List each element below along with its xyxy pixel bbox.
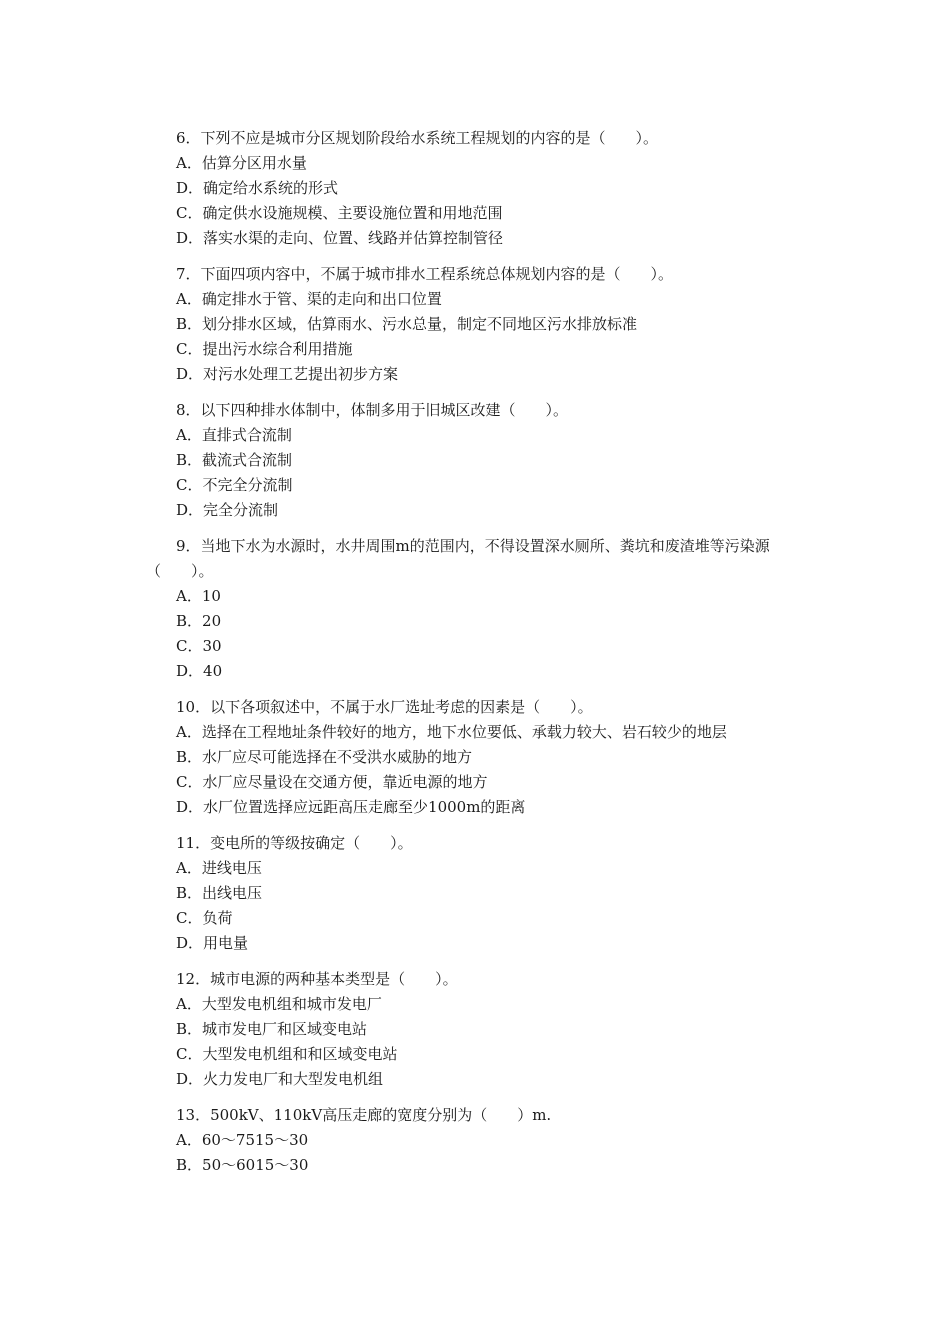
option-c: C．大型发电机组和和区域变电站 — [176, 1045, 398, 1063]
question-stem: 8．以下四种排水体制中，体制多用于旧城区改建（ ）。 — [176, 401, 569, 419]
option-c: C．水厂应尽量设在交通方便，靠近电源的地方 — [176, 773, 488, 791]
question-stem: 11．变电所的等级按确定（ ）。 — [176, 834, 413, 852]
option-b: B．水厂应尽可能选择在不受洪水威胁的地方 — [176, 748, 473, 766]
question-stem: 12．城市电源的两种基本类型是（ ）。 — [176, 970, 458, 988]
option-a: A．大型发电机组和城市发电厂 — [176, 995, 382, 1013]
option-list — [146, 423, 836, 523]
question-stem: 13．500kV、110kV高压走廊的宽度分别为（ ）m. — [176, 1106, 552, 1124]
option-d: D．对污水处理工艺提出初步方案 — [176, 365, 399, 383]
question-stem: 7．下面四项内容中，不属于城市排水工程系统总体规划内容的是（ ）。 — [176, 265, 674, 283]
option-d: D．完全分流制 — [176, 501, 279, 519]
question-11 — [146, 831, 836, 956]
option-c: C．负荷 — [176, 909, 233, 927]
option-a: A．60～7515～30 — [176, 1131, 309, 1149]
question-list — [146, 126, 836, 1189]
question-stem: 9．当地下水为水源时，水井周围m的范围内，不得设置深水厕所、粪坑和废渣堆等污染源（ ）。 — [146, 537, 770, 580]
option-list — [146, 992, 836, 1092]
option-a: A．估算分区用水量 — [176, 154, 307, 172]
option-c: C．提出污水综合利用措施 — [176, 340, 353, 358]
question-9 — [146, 534, 836, 684]
question-stem: 10．以下各项叙述中，不属于水厂选址考虑的因素是（ ）。 — [176, 698, 593, 716]
option-b: B．划分排水区域，估算雨水、污水总量，制定不同地区污水排放标准 — [176, 315, 638, 333]
option-b: B．城市发电厂和区域变电站 — [176, 1020, 368, 1038]
option-list — [146, 151, 836, 251]
option-list — [146, 856, 836, 956]
option-b: B．20 — [176, 612, 222, 630]
question-13 — [146, 1103, 836, 1178]
option-a: A．进线电压 — [176, 859, 262, 877]
option-d: D．落实水渠的走向、位置、线路并估算控制管径 — [176, 229, 504, 247]
option-a: A．10 — [176, 587, 221, 605]
question-12 — [146, 967, 836, 1092]
option-list — [146, 720, 836, 820]
option-list — [146, 287, 836, 387]
option-d: D．40 — [176, 662, 223, 680]
question-stem: 6．下列不应是城市分区规划阶段给水系统工程规划的内容的是（ ）。 — [176, 129, 659, 147]
option-b: B．50～6015～30 — [176, 1156, 309, 1174]
question-6 — [146, 126, 836, 251]
option-a: A．选择在工程地址条件较好的地方，地下水位要低、承载力较大、岩石较少的地层 — [176, 723, 727, 741]
option-b: D．确定给水系统的形式 — [176, 179, 339, 197]
option-b: B．出线电压 — [176, 884, 263, 902]
option-list — [146, 1128, 836, 1178]
option-d: D．火力发电厂和大型发电机组 — [176, 1070, 384, 1088]
option-c: C．30 — [176, 637, 222, 655]
option-list — [146, 584, 836, 684]
question-7 — [146, 262, 836, 387]
option-c: C．确定供水设施规模、主要设施位置和用地范围 — [176, 204, 503, 222]
option-d: D．用电量 — [176, 934, 249, 952]
option-c: C．不完全分流制 — [176, 476, 293, 494]
option-b: B．截流式合流制 — [176, 451, 293, 469]
option-a: A．确定排水于管、渠的走向和出口位置 — [176, 290, 442, 308]
option-d: D．水厂位置选择应远距高压走廊至少1000m的距离 — [176, 798, 526, 816]
question-8 — [146, 398, 836, 523]
option-a: A．直排式合流制 — [176, 426, 292, 444]
question-10 — [146, 695, 836, 820]
